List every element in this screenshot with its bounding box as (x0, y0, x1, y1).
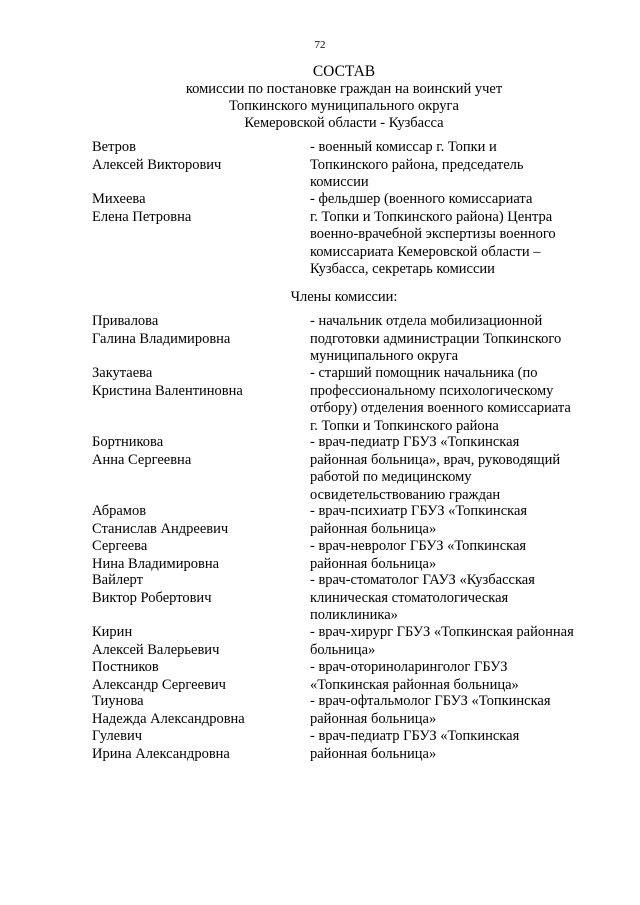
document-subtitle-line: Топкинского муниципального округа (229, 98, 459, 114)
leader-name: Ветров Алексей Викторович (92, 139, 222, 173)
member-name: Постников Александр Сергеевич (92, 659, 226, 693)
members-heading: Члены комиссии: (290, 289, 398, 305)
member-name: Закутаева Кристина Валентиновна (92, 365, 243, 399)
member-name: Бортникова Анна Сергеевна (92, 434, 192, 468)
member-role: - врач-психиатр ГБУЗ «Топкинская районная больница» (310, 503, 528, 537)
member-role: - начальник отдела мобилизационной подготовки администрации Топкинского муниципального округа (310, 313, 562, 364)
member-role: - врач-невролог ГБУЗ «Топкинская районная больница» (310, 538, 527, 572)
document-heading (0, 63, 640, 132)
member-role: - врач-хирург ГБУЗ «Топкинская районная больница» (310, 624, 574, 658)
member-name: Вайлерт Виктор Робертович (92, 572, 212, 606)
member-role: - врач-стоматолог ГАУЗ «Кузбасская клиническая стоматологическая поликлиника» (310, 572, 535, 623)
leader-role: - фельдшер (военного комиссариата г. Топки и Топкинского района) Центра военно-врачебной экспертизы военного комиссариата Кемеровской области – Кузбасса, секретарь комиссии (310, 191, 556, 277)
member-role: - врач-педиатр ГБУЗ «Топкинская районная больница», врач, руководящий работой по медицинскому освидетельствованию граждан (310, 434, 561, 503)
member-name: Привалова Галина Владимировна (92, 313, 231, 347)
leader-name: Михеева Елена Петровна (92, 191, 192, 225)
member-name: Абрамов Станислав Андреевич (92, 503, 229, 537)
document-title: СОСТАВ (312, 63, 376, 80)
member-role: - врач-оториноларинголог ГБУЗ «Топкинская районная больница» (310, 659, 519, 693)
member-name: Кирин Алексей Валерьевич (92, 624, 220, 658)
member-name: Тиунова Надежда Александровна (92, 693, 245, 727)
document-subtitle-line: комиссии по постановке граждан на воинский учет (185, 81, 503, 97)
document-subtitle-line: Кемеровской области - Кузбасса (244, 115, 444, 131)
page-number: 72 (314, 39, 326, 51)
member-name: Гулевич Ирина Александровна (92, 728, 230, 762)
member-role: - старший помощник начальника (по профессиональному психологическому отбору) отделения военного комиссариата г. Топки и Топкинского района (310, 365, 571, 434)
member-role: - врач-офтальмолог ГБУЗ «Топкинская районная больница» (310, 693, 551, 727)
member-role: - врач-педиатр ГБУЗ «Топкинская районная больница» (310, 728, 520, 762)
member-name: Сергеева Нина Владимировна (92, 538, 220, 572)
leader-role: - военный комиссар г. Топки и Топкинского района, председатель комиссии (310, 139, 524, 190)
